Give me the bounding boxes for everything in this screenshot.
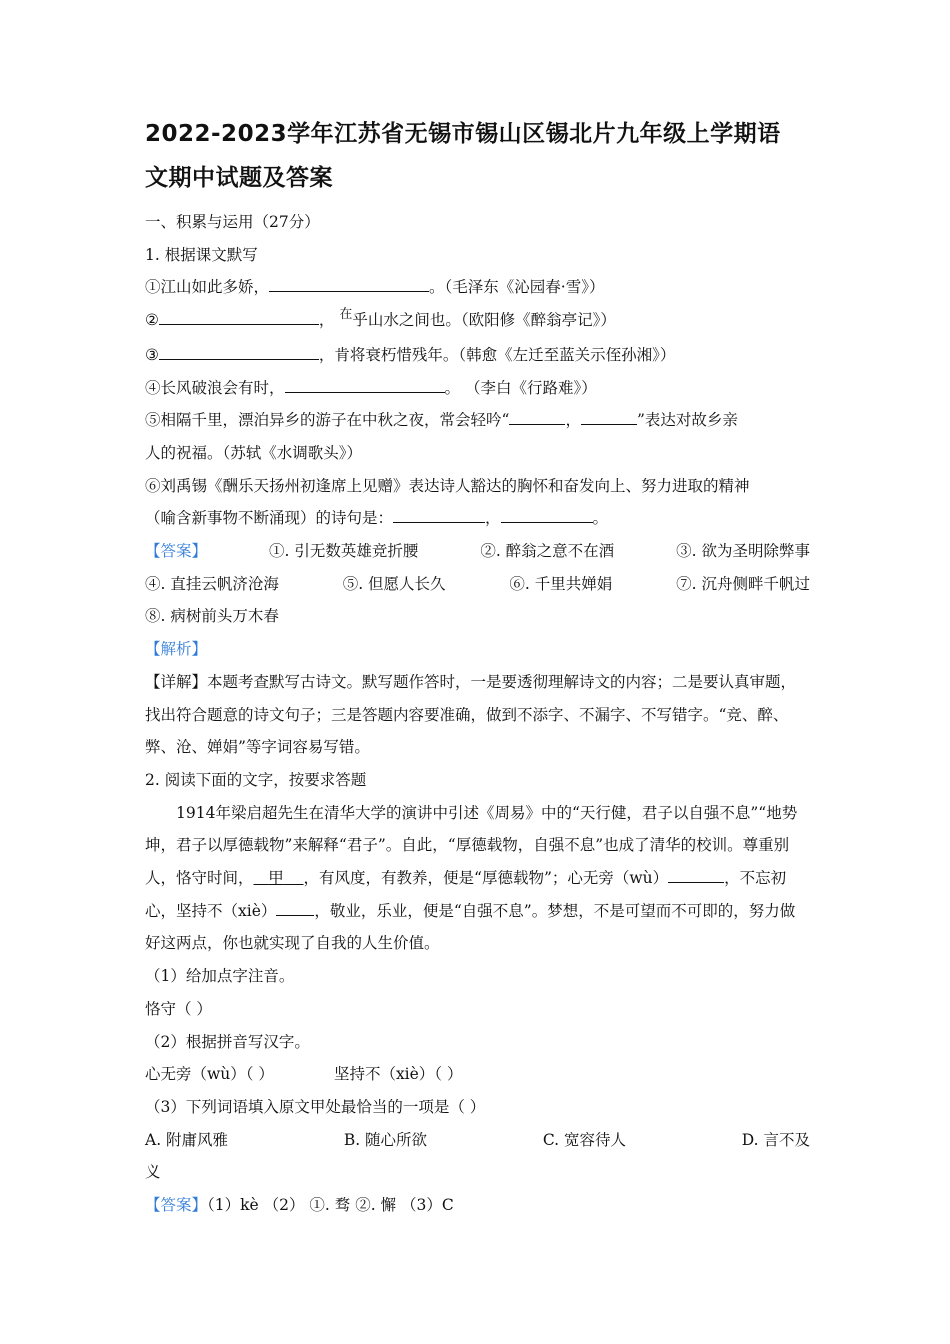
q2-sub-1: （1）给加点字注音。 — [145, 967, 295, 986]
q2-sub-3: （3）下列词语填入原文甲处最恰当的一项是（ ） — [145, 1097, 486, 1116]
question-1-heading: 1. 根据课文默写 — [145, 245, 258, 264]
q1-item-3: ③ ，肯将衰朽惜残年。（韩愈《左迁至蓝关示侄孙湘》） — [145, 339, 810, 372]
q1-item-5: ⑤相隔千里，漂泊异乡的游子在中秋之夜，常会轻吟“ ， ”表达对故乡亲 — [145, 404, 810, 437]
q1-item-2: ② ， $^在$乎山水之间也。（欧阳修《醉翁亭记》） — [145, 307, 616, 330]
answer-tag: 【答案】 — [145, 1196, 208, 1215]
q2-options-wrap: 义 — [145, 1163, 161, 1182]
fill-blank — [276, 897, 314, 916]
answer-item: ④. 直挂云帆济沧海 — [145, 574, 279, 593]
q2-sub-2: （2）根据拼音写汉字。 — [145, 1032, 310, 1051]
q1-item-5-cont: 人的祝福。（苏轼《水调歌头》） — [145, 443, 363, 462]
option-b: B. 随心所欲 — [343, 1130, 428, 1149]
q2-sub-1-line: 恪守（ ） — [145, 999, 212, 1018]
fill-blank — [285, 374, 445, 393]
q2-passage: 1914年梁启超先生在清华大学的演讲中引述《周易》中的“天行健，君子以自强不息”“地势坤，君子以厚德载物”来解释“君子”。自此，“厚德载物，自强不息”也成了清华的校训。尊重别人，恪守时间， 甲 ，有风度，有教养，便是“厚德载物”；心无旁（wù） ，不忘初心，坚持不（xiè） ，敬业，乐业，便是“自强不息”。梦想，不是可望而不可即的，努力做好这两点，你也就实现了自我的人生价值。 — [145, 803, 798, 953]
answer-item: ⑦. 沉舟侧畔千帆过 — [676, 574, 810, 593]
q2-options — [145, 1124, 810, 1157]
fill-blank — [269, 273, 429, 292]
fill-blank — [509, 406, 565, 425]
analysis-tag: 【解析】 — [145, 640, 208, 659]
option-d: D. 言不及 — [741, 1130, 810, 1149]
section-heading: 一、积累与运用（27分） — [145, 213, 320, 231]
q1-answers-row-1 — [145, 535, 810, 568]
q1-item-6-cont: （喻含新事物不断涌现）的诗句是： ， 。 — [145, 502, 810, 535]
option-a: A. 附庸风雅 — [145, 1130, 229, 1149]
answer-item: ⑤. 但愿人长久 — [342, 574, 446, 593]
fill-blank — [501, 504, 593, 523]
q1-item-6: ⑥刘禹锡《酬乐天扬州初逢席上见赠》表达诗人豁达的胸怀和奋发向上、努力进取的精神 — [145, 476, 750, 495]
question-2-heading: 2. 阅读下面的文字，按要求答题 — [145, 770, 367, 789]
answer-item: ②. 醉翁之意不在酒 — [480, 542, 615, 561]
answer-item: ③. 欲为圣明除弊事 — [676, 542, 810, 561]
q2-answer: 【答案】（1）kè （2） ①. 骛 ②. 懈 （3）C — [145, 1196, 454, 1215]
title-line-1: 2022-2023学年江苏省无锡市锡山区锡北片九年级上学期语 — [145, 121, 781, 147]
q2-sub-2-line: 心无旁（wù）（ ） 坚持不（xiè）（ ） — [145, 1065, 463, 1084]
document-title — [145, 112, 810, 200]
title-line-2: 文期中试题及答案 — [145, 165, 333, 191]
fill-blank — [159, 341, 319, 360]
answer-item: ⑥. 千里共婵娟 — [509, 574, 613, 593]
q1-detail: 【详解】本题考查默写古诗文。默写题作答时，一是要透彻理解诗文的内容；二是要认真审题，找出符合题意的诗文句子；三是答题内容要准确，做到不添字、不漏字、不写错字。“竞、醉、弊、沧、婵娟”等字词容易写错。 — [145, 672, 797, 757]
q1-item-4: ④长风破浪会有时， 。 （李白《行路难》） — [145, 372, 810, 405]
fill-blank — [159, 306, 319, 325]
answer-item: ①. 引无数英雄竞折腰 — [268, 542, 419, 561]
fill-blank — [668, 864, 724, 883]
q1-answers-row-3: ⑧. 病树前头万木春 — [145, 607, 279, 626]
fill-blank — [393, 504, 485, 523]
blank-jia: 甲 — [268, 869, 284, 888]
fill-blank — [581, 406, 637, 425]
answer-tag: 【答案】 — [145, 542, 208, 561]
q1-answers-row-2 — [145, 568, 810, 601]
document-page — [145, 112, 810, 1222]
q1-item-1: ①江山如此多娇， 。（毛泽东《沁园春·雪》） — [145, 271, 810, 304]
option-c: C. 宽容待人 — [542, 1130, 626, 1149]
